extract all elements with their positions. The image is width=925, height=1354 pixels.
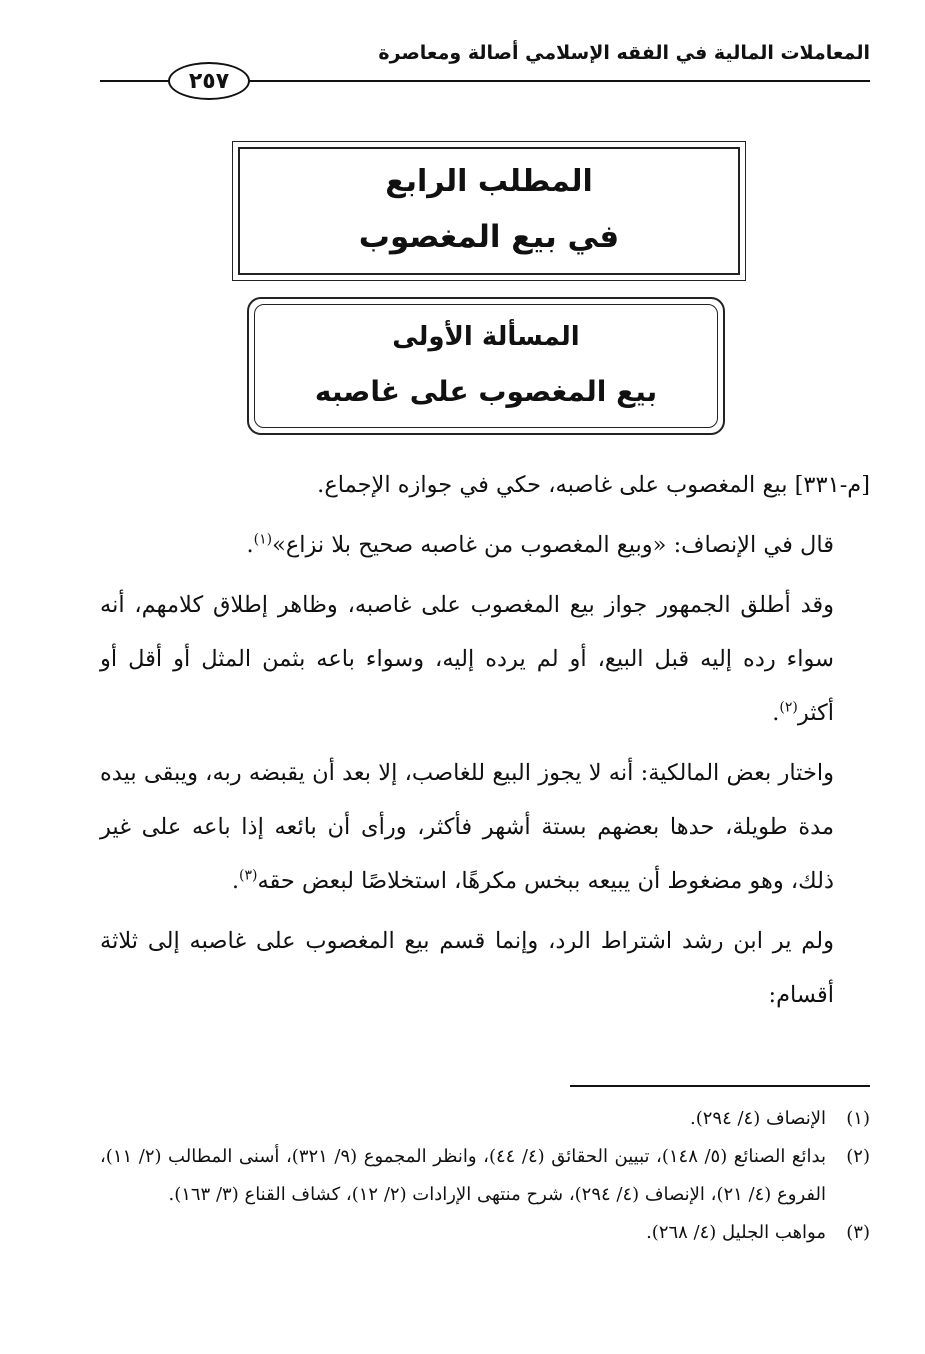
running-title: المعاملات المالية في الفقه الإسلامي أصالة ومعاصرة (378, 42, 870, 64)
issue-title-box (247, 297, 725, 435)
footnote-number: (٢) (846, 1146, 870, 1167)
paragraph: ولم ير ابن رشد اشتراط الرد، وإنما قسم بيع المغصوب على غاصبه إلى ثلاثة أقسام: (100, 928, 834, 1008)
footnote (100, 1138, 870, 1214)
body-text (100, 458, 870, 1028)
paragraph: [م-٣٣١] بيع المغصوب على غاصبه، حكي في جوازه الإجماع. (317, 472, 870, 498)
footnote (100, 1100, 870, 1138)
issue-title: المسألة الأولى (392, 322, 580, 352)
footnote (100, 1214, 870, 1252)
paragraph: قال في الإنصاف: «وبيع المغصوب من غاصبه صحيح بلا نزاع»$^{(١)}$. (246, 531, 834, 558)
footnote-number: (١) (846, 1108, 870, 1129)
footnote-text: الإنصاف (٤/ ٢٩٤). (689, 1108, 826, 1129)
footnote-text: مواهب الجليل (٤/ ٢٦٨). (646, 1222, 826, 1243)
page-header (100, 40, 870, 110)
footnote-ref[interactable]: (١) (253, 531, 273, 548)
page-number: ٢٥٧ (168, 62, 250, 100)
section-title-box (238, 147, 740, 275)
section-subtitle: في بيع المغصوب (358, 219, 620, 255)
footnotes (100, 1100, 870, 1252)
section-title: المطلب الرابع (385, 164, 593, 199)
footnote-ref[interactable]: (٣) (238, 867, 258, 884)
footnote-separator (570, 1085, 870, 1087)
footnote-number: (٣) (846, 1222, 870, 1243)
paragraph: واختار بعض المالكية: أنه لا يجوز البيع للغاصب، إلا بعد أن يقبضه ربه، ويبقى بيده مدة طويلة، حدها بعضهم بستة أشهر فأكثر، ورأى أن بائعه إذا باعه على غير ذلك، وهو مضغوط أن يبيعه ببخس مكرهًا، استخلاصًا لبعض حقه$^{(٣)}$. (100, 760, 834, 894)
footnote-text: بدائع الصنائع (٥/ ١٤٨)، تبيين الحقائق (٤/ ٤٤)، وانظر المجموع (٩/ ٣٢١)، أسنى المطالب (٢/ ١١)، الفروع (٤/ ٢١)، الإنصاف (٤/ ٢٩٤)، شرح منتهى الإرادات (٢/ ١٢)، كشاف القناع (٣/ ١٦٣). (100, 1146, 826, 1205)
paragraph: وقد أطلق الجمهور جواز بيع المغصوب على غاصبه، وظاهر إطلاق كلامهم، أنه سواء رده إليه قبل البيع، أو لم يرده إليه، وسواء باعه بثمن المثل أو أقل أو أكثر$^{(٢)}$. (100, 592, 834, 726)
footnote-ref[interactable]: (٢) (779, 699, 798, 716)
issue-subtitle: بيع المغصوب على غاصبه (314, 375, 658, 408)
